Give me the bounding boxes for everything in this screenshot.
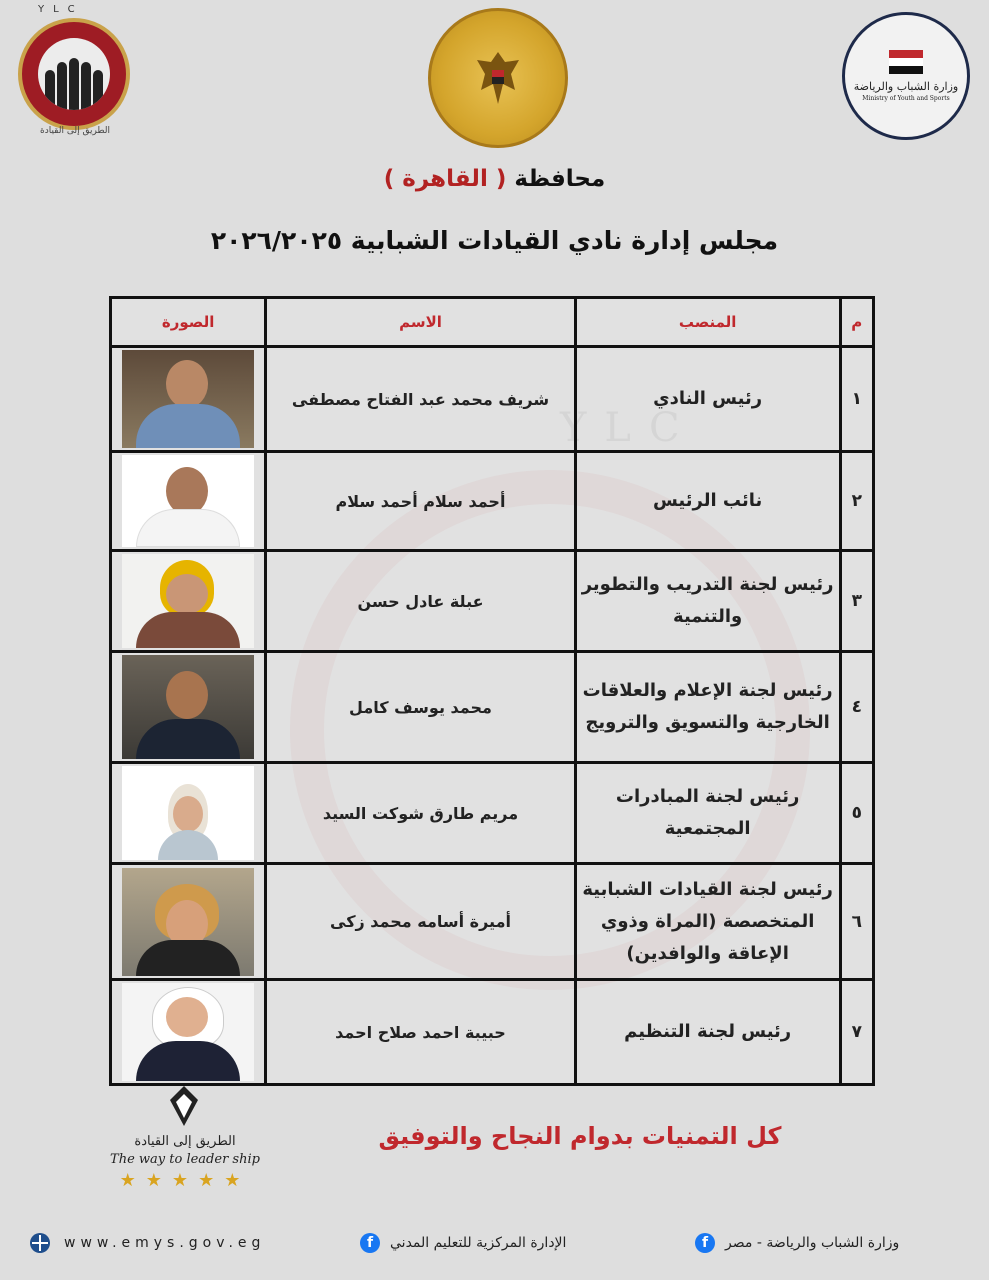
member-photo [122, 554, 254, 648]
table-header-row [111, 298, 874, 347]
egypt-flag-icon [889, 50, 923, 74]
ylc-logo-lettering: YLC [38, 4, 84, 15]
fb-center-label[interactable]: الإدارة المركزية للتعليم المدني [390, 1235, 567, 1251]
table-row [111, 347, 874, 452]
row-name: مريم طارق شوكت السيد [266, 763, 575, 864]
header-num: م [840, 298, 873, 347]
row-num: ٦ [840, 864, 873, 980]
governorate-line [0, 166, 989, 192]
fb-ministry-label[interactable]: وزارة الشباب والرياضة - مصر [725, 1235, 900, 1251]
footer-logo-stars: ★★★★★ [119, 1170, 251, 1191]
row-num: ٤ [840, 652, 873, 763]
table-row [111, 551, 874, 652]
row-position: رئيس لجنة المبادرات المجتمعية [575, 763, 840, 864]
row-num: ٥ [840, 763, 873, 864]
member-photo [122, 766, 254, 860]
pen-nib-icon [168, 1086, 200, 1126]
website-link[interactable]: www.emys.gov.eg [64, 1235, 266, 1251]
row-num: ٢ [840, 452, 873, 551]
ministry-logo-lettering-ar: وزارة الشباب والرياضة [853, 80, 959, 93]
header-photo: الصورة [111, 298, 266, 347]
row-position: نائب الرئيس [575, 452, 840, 551]
governorate-label: محافظة [514, 166, 606, 192]
row-position: رئيس النادي [575, 347, 840, 452]
governorate-name: القاهرة [402, 166, 488, 192]
row-position: رئيس لجنة الإعلام والعلاقات الخارجية والتسويق والترويج [575, 652, 840, 763]
header-position: المنصب [575, 298, 840, 347]
egypt-seal-logo [428, 8, 568, 148]
ylc-logo-tagline: الطريق إلى القيادة [40, 126, 111, 136]
table-row [111, 864, 874, 980]
row-position: رئيس لجنة التدريب والتطوير والتنمية [575, 551, 840, 652]
table-row [111, 652, 874, 763]
row-photo [111, 452, 266, 551]
ministry-logo [842, 12, 970, 140]
row-position: رئيس لجنة التنظيم [575, 980, 840, 1085]
header-name: الاسم [266, 298, 575, 347]
member-photo [122, 350, 254, 448]
row-name: محمد يوسف كامل [266, 652, 575, 763]
row-name: شريف محمد عبد الفتاح مصطفى [266, 347, 575, 452]
table-row [111, 763, 874, 864]
governorate-close: ) [383, 166, 395, 192]
wishes-text: كل التمنيات بدوام النجاح والتوفيق [378, 1122, 782, 1150]
row-photo [111, 864, 266, 980]
row-photo [111, 551, 266, 652]
page-title: مجلس إدارة نادي القيادات الشبابية ٢٠٢٦/٢٠٢٥ [210, 226, 779, 255]
ministry-logo-lettering-en: Ministry of Youth and Sports [862, 95, 950, 102]
website-item[interactable] [30, 1228, 265, 1258]
row-num: ١ [840, 347, 873, 452]
row-num: ٧ [840, 980, 873, 1085]
member-photo [122, 983, 254, 1081]
ylc-logo [18, 18, 130, 130]
table-row [111, 980, 874, 1085]
row-photo [111, 347, 266, 452]
members-table [109, 296, 875, 1086]
row-num: ٣ [840, 551, 873, 652]
footer-logo [110, 1086, 260, 1196]
row-photo [111, 980, 266, 1085]
watermark-lettering: YLC [560, 405, 698, 451]
facebook-icon: f [360, 1233, 380, 1253]
fb-ministry-item[interactable] [695, 1228, 899, 1258]
row-name: حبيبة احمد صلاح احمد [266, 980, 575, 1085]
row-name: عبلة عادل حسن [266, 551, 575, 652]
row-name: أميرة أسامه محمد زكى [266, 864, 575, 980]
table-row [111, 452, 874, 551]
footer-logo-ar: الطريق إلى القيادة [134, 1134, 236, 1149]
member-photo [122, 868, 254, 976]
facebook-icon: f [695, 1233, 715, 1253]
footer-logo-en: The way to leader ship [110, 1152, 260, 1167]
fb-center-item[interactable] [360, 1228, 566, 1258]
row-name: أحمد سلام أحمد سلام [266, 452, 575, 551]
row-photo [111, 763, 266, 864]
member-photo [122, 655, 254, 759]
governorate-open: ( [495, 166, 507, 192]
member-photo [122, 455, 254, 547]
contact-bar [0, 1228, 989, 1258]
eagle-icon [475, 50, 521, 106]
row-photo [111, 652, 266, 763]
row-position: رئيس لجنة القيادات الشبابية المتخصصة (المراة وذوي الإعاقة والوافدين) [575, 864, 840, 980]
globe-icon [30, 1233, 50, 1253]
